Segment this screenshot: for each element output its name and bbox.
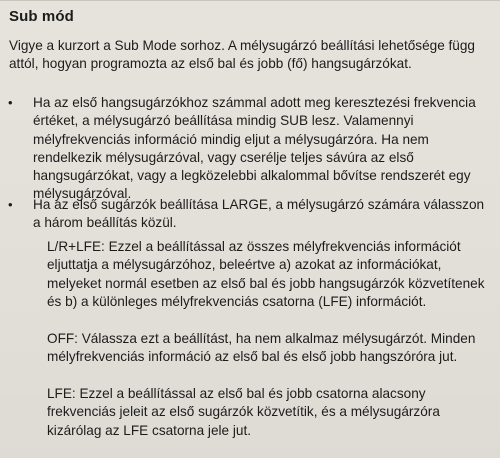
section-title: Sub mód [9,8,74,25]
bullet-marker: • [8,197,13,212]
bullet-crossover-info: Ha az első hangsugárzókhoz számmal adott meg keresztezési frekvencia értéket, a mélysugárzó beállítása mindig SUB lesz. Valamennyi mélyfrekvenciás információ mindig eljut a mélysugárzóra. Ha nem rendelkezik mélysugárzóval, vagy cserélje teljes sávúra az első hangsugárzókat, vagy a legközelebbi alkalommal bővítse rendszerét egy mélysugárzóval. [33,95,476,202]
bullet-marker: • [8,95,13,110]
intro-paragraph: Vigye a kurzort a Sub Mode sorhoz. A mélysugárzó beállítási lehetősége függ attól, hogyan programozta az első bal és jobb (fő) hangsugárzókat. [9,38,475,72]
bullet-large-setting: Ha az első sugárzók beállítása LARGE, a mélysugárzó számára válasszon a három beállítás közül. [33,197,485,231]
top-rule [0,0,500,1]
option-lfe: LFE: Ezzel a beállítással az első bal és jobb csatorna alacsony frekvenciás jeleit az első sugárzók közvetítik, és a mélysugárzóra kizárólag az LFE csatorna jele jut. [47,386,440,438]
option-off: OFF: Válassza ezt a beállítást, ha nem alkalmaz mélysugárzót. Minden mélyfrekvenciás információ az első bal és első jobb hangszóróra jut. [47,331,476,365]
option-lr-plus-lfe: L/R+LFE: Ezzel a beállítással az összes mélyfrekvenciás információt eljuttatja a mélysugárzóhoz, beleértve a) azokat az információkat, melyeket normál esetben az első bal és jobb hangsugárzók közvetítenek és b) a különleges mélyfrekvenciás csatorna (LFE) információt. [47,239,485,309]
